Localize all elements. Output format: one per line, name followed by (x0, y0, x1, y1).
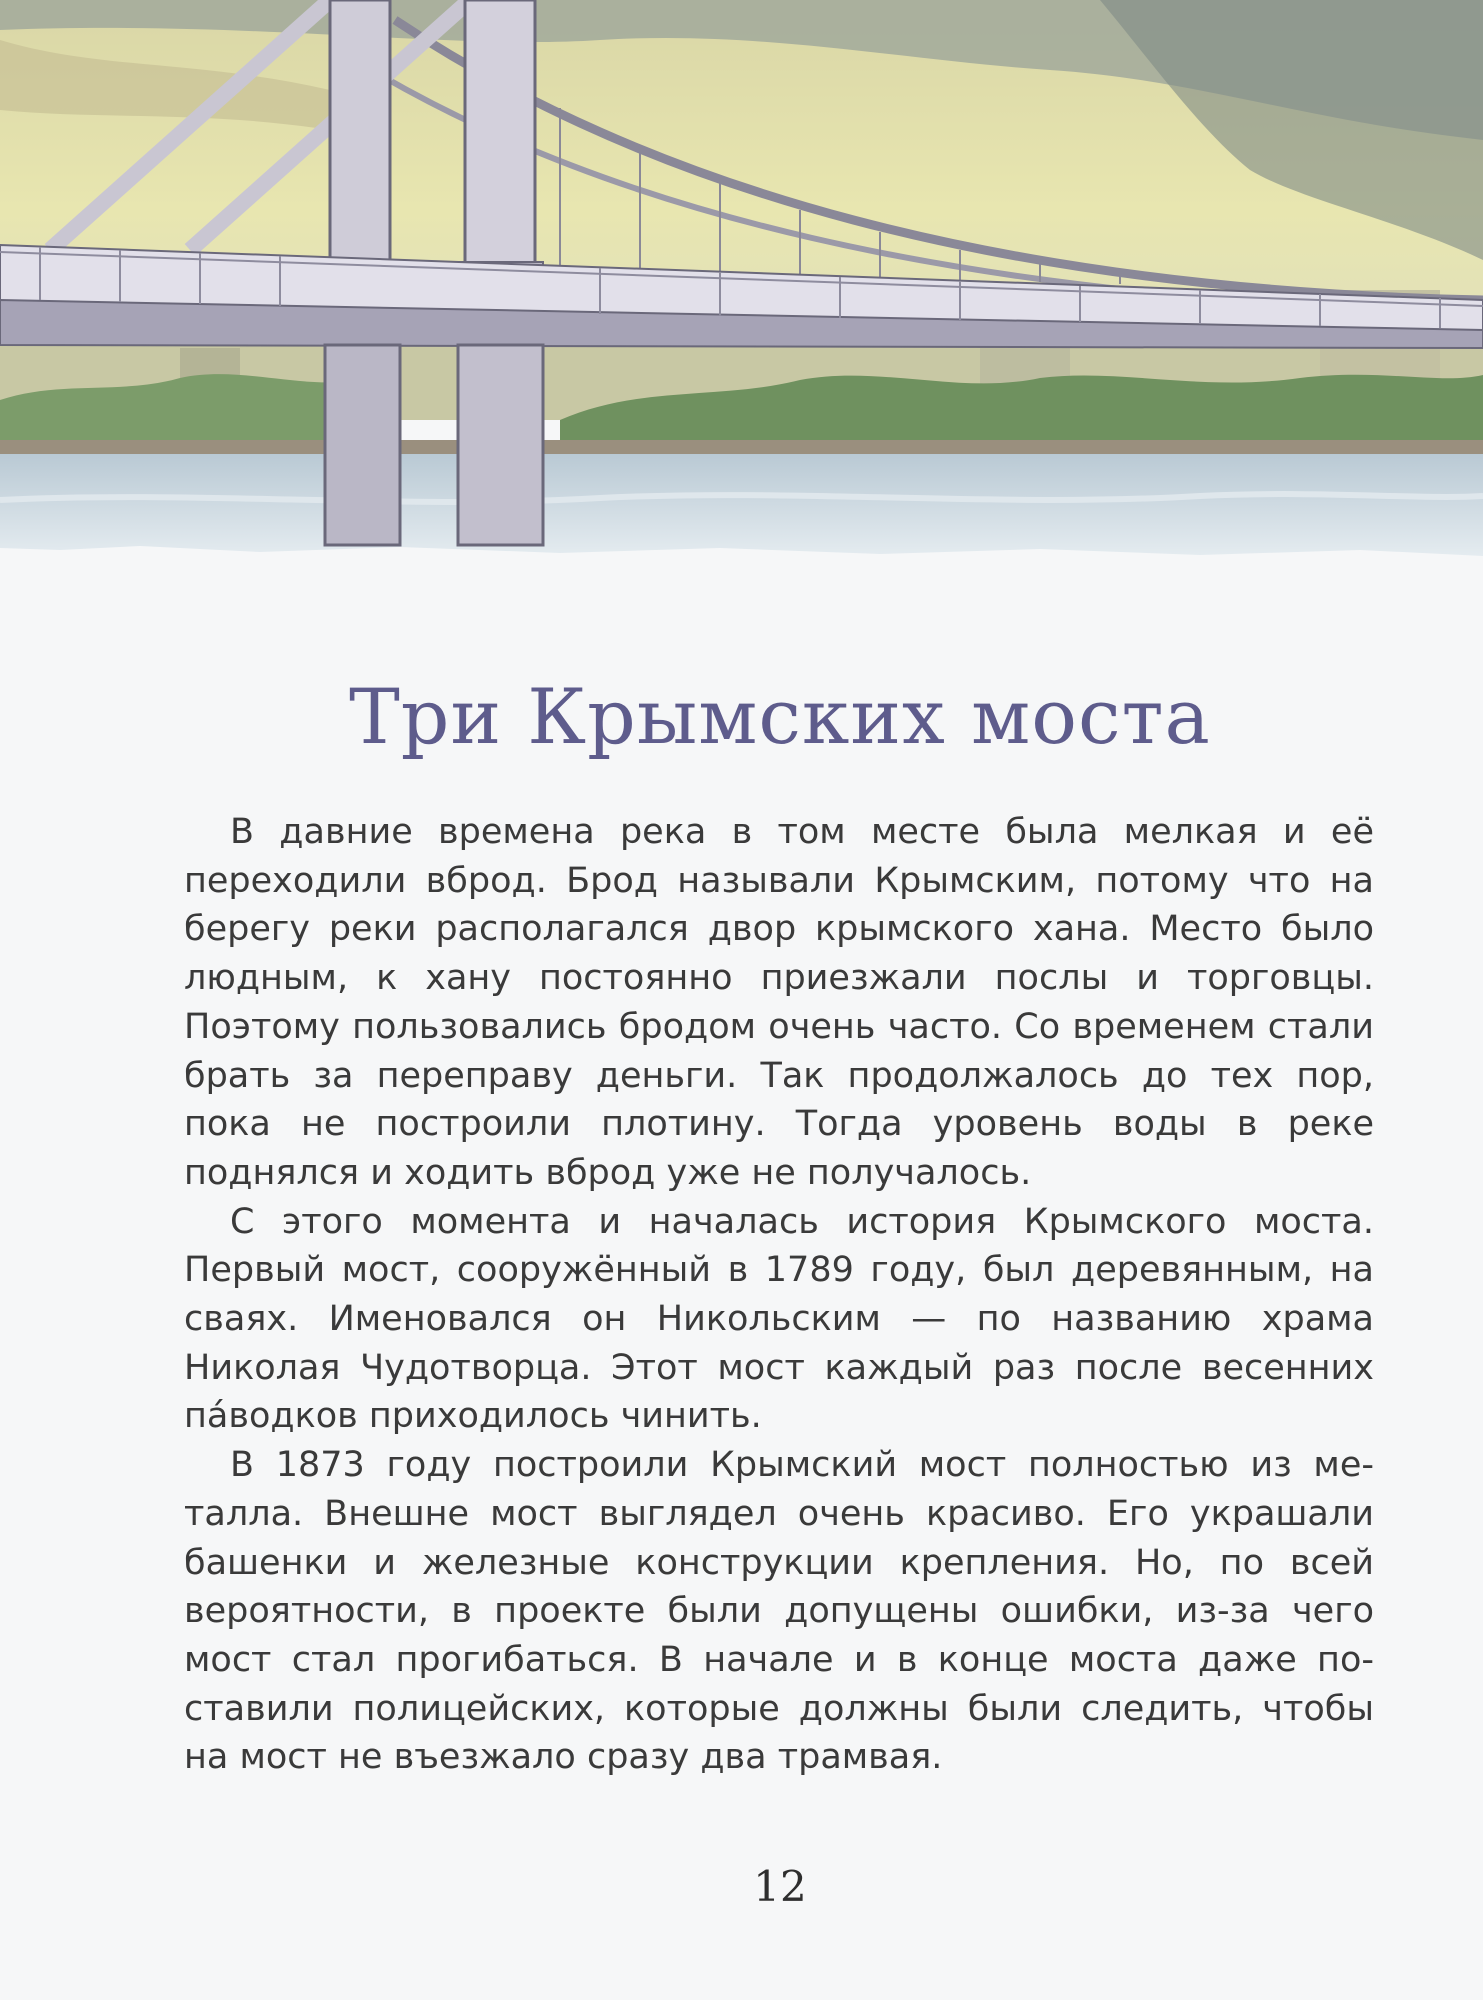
paragraph: В 1873 году построили Крымский мост полностью из металла. Внешне мост выглядел очень красиво. Его украшали башенки и железные конструкции крепления. Но, по всей вероятности, в проекте были допущены ошибки, из-за чего мост стал прогибаться. В начале и в конце моста даже поставили полицейских, которые должны были следить, чтобы на мост не въезжало сразу два трамвая. (184, 1445, 1374, 1778)
paragraph: В давние времена река в том месте была мелкая и её переходили вброд. Брод называли Крымским, потому что на берегу реки располагался двор крымского хана. Место было людным, к хану постоянно приезжали послы и торговцы. Поэтому пользовались бродом очень часто. Со временем стали брать за переправу деньги. Так продолжалось до тех пор, пока не построили плотину. Тогда уровень воды в реке поднялся и ходить вброд уже не получалось. (184, 812, 1374, 1193)
article-body (184, 808, 1374, 1782)
bridge-illustration (0, 0, 1483, 560)
page-number: 12 (753, 1862, 807, 1911)
crimean-bridge-illustration-icon (0, 0, 1483, 560)
page-title: Три Крымских моста (349, 672, 1211, 761)
paragraph: С этого момента и началась история Крымского моста. Первый мост, сооружённый в 1789 году, был деревянным, на сваях. Именовался он Никольским — по названию храма Николая Чудотворца. Этот мост каждый раз после весенних па́водков приходилось чинить. (184, 1201, 1374, 1437)
